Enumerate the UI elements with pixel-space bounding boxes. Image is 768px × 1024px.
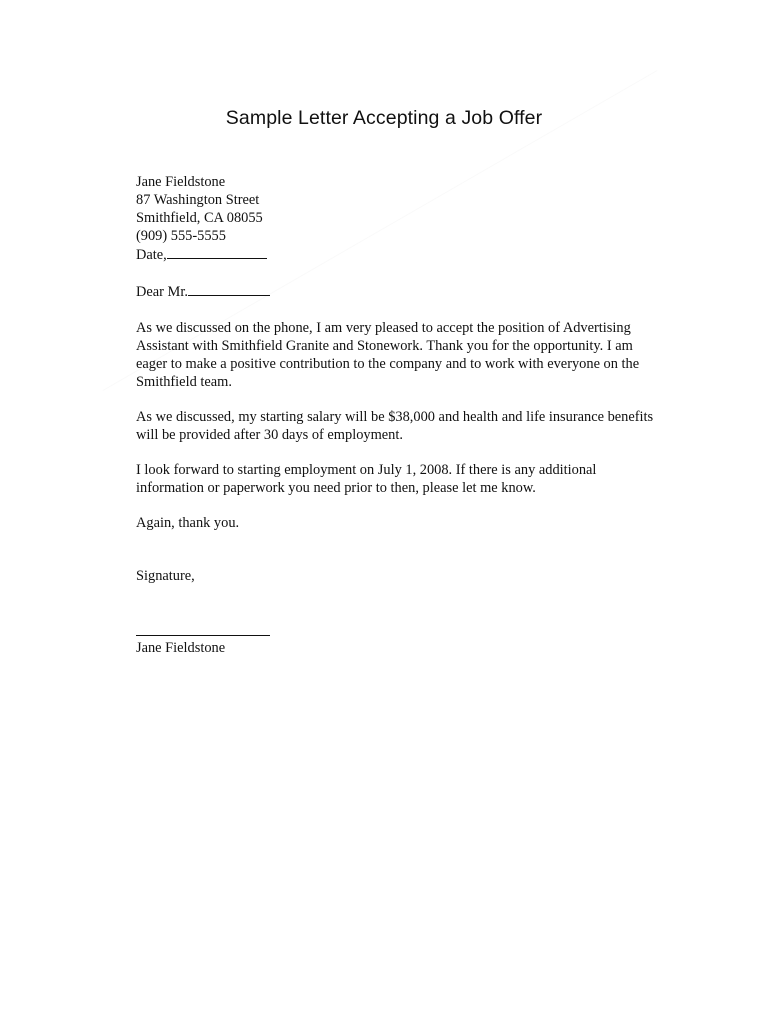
paragraph-line: information or paperwork you need prior to then, please let me know. [136, 480, 536, 496]
signature-label: Signature, [136, 568, 195, 584]
sender-city: Smithfield, CA 08055 [136, 210, 263, 226]
paragraph-acceptance [136, 319, 706, 391]
date-line [136, 245, 706, 264]
sender-phone: (909) 555-5555 [136, 228, 226, 244]
paragraph-line: I look forward to starting employment on July 1, 2008. If there is any additional [136, 462, 597, 478]
sender-name: Jane Fieldstone [136, 174, 226, 190]
letter-body [136, 173, 706, 657]
paragraph-line: As we discussed, my starting salary will be $38,000 and health and life insurance benefits [136, 409, 654, 425]
sender-address-block [136, 173, 706, 264]
paragraph-start-date [136, 461, 706, 497]
paragraph-line: eager to make a positive contribution to the company and to work with everyone on the [136, 356, 640, 372]
paragraph-line: As we discussed on the phone, I am very pleased to accept the position of Advertising [136, 320, 631, 336]
sender-street: 87 Washington Street [136, 192, 260, 208]
paragraph-salary [136, 408, 706, 444]
signer-name: Jane Fieldstone [136, 640, 226, 656]
salutation-blank [188, 282, 270, 296]
salutation-line [136, 282, 706, 301]
closing-text: Again, thank you. [136, 515, 240, 531]
paragraph-line: will be provided after 30 days of employment. [136, 427, 403, 443]
salutation-label: Dear Mr. [136, 284, 188, 300]
date-label: Date, [136, 247, 167, 263]
paragraph-line: Assistant with Smithfield Granite and Stonework. Thank you for the opportunity. I am [136, 338, 633, 354]
paragraph-line: Smithfield team. [136, 374, 232, 390]
date-blank [167, 245, 267, 259]
document-title: Sample Letter Accepting a Job Offer [225, 107, 543, 129]
signature-line [136, 621, 270, 636]
